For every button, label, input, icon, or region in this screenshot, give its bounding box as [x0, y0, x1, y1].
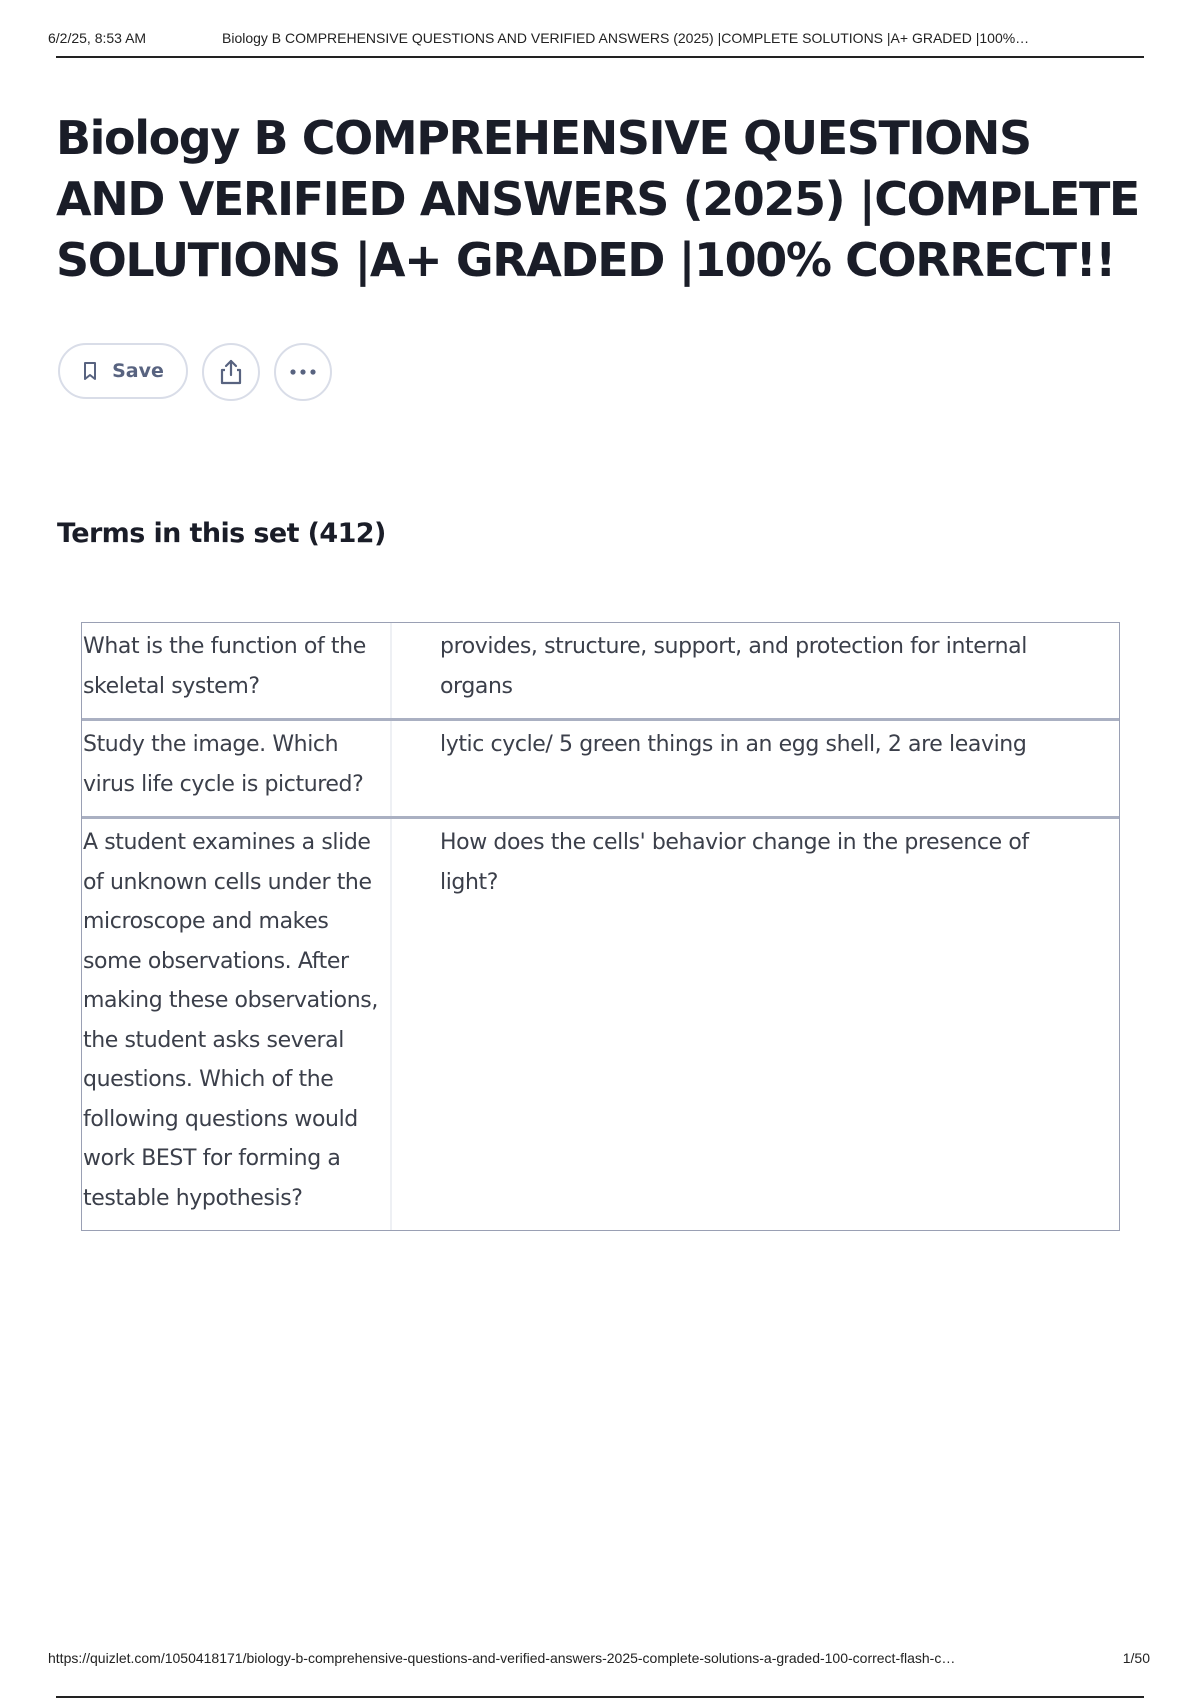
term-cell: A student examines a slide of unknown cells under the microscope and makes some observations. After making these observations, the student asks several questions. Which of the following questions would work BEST for forming a testable hypothesis? [82, 819, 392, 1230]
header-divider [56, 56, 1144, 58]
table-row [82, 623, 1119, 718]
term-cell: What is the function of the skeletal system? [82, 623, 392, 718]
save-button-label: Save [112, 360, 164, 382]
page-title: Biology B COMPREHENSIVE QUESTIONS AND VERIFIED ANSWERS (2025) |COMPLETE SOLUTIONS |A+ GRADED |100% CORRECT!! [56, 111, 1139, 287]
print-url: https://quizlet.com/1050418171/biology-b-comprehensive-questions-and-verified-answers-2025-complete-solutions-a-graded-100-correct-flash-c… [48, 1650, 956, 1666]
more-icon [288, 368, 318, 376]
share-icon [218, 358, 244, 386]
footer-divider [56, 1696, 1144, 1698]
bookmark-icon [82, 361, 98, 381]
print-date: 6/2/25, 8:53 AM [48, 30, 147, 46]
table-row [82, 718, 1119, 816]
page-number: 1/50 [1122, 1650, 1150, 1666]
definition-cell: How does the cells' behavior change in the presence of light? [440, 830, 1029, 895]
print-doc-title: Biology B COMPREHENSIVE QUESTIONS AND VERIFIED ANSWERS (2025) |COMPLETE SOLUTIONS |A+ GRADED |100%… [222, 30, 1030, 46]
table-row [82, 816, 1119, 1230]
more-options-button[interactable] [274, 343, 332, 401]
share-button[interactable] [202, 343, 260, 401]
term-cell: Study the image. Which virus life cycle is pictured? [82, 721, 392, 816]
terms-table [81, 622, 1120, 1231]
definition-cell: lytic cycle/ 5 green things in an egg shell, 2 are leaving [440, 732, 1027, 757]
definition-cell: provides, structure, support, and protection for internal organs [440, 634, 1027, 699]
save-button[interactable] [58, 343, 188, 399]
terms-heading: Terms in this set (412) [57, 518, 386, 549]
